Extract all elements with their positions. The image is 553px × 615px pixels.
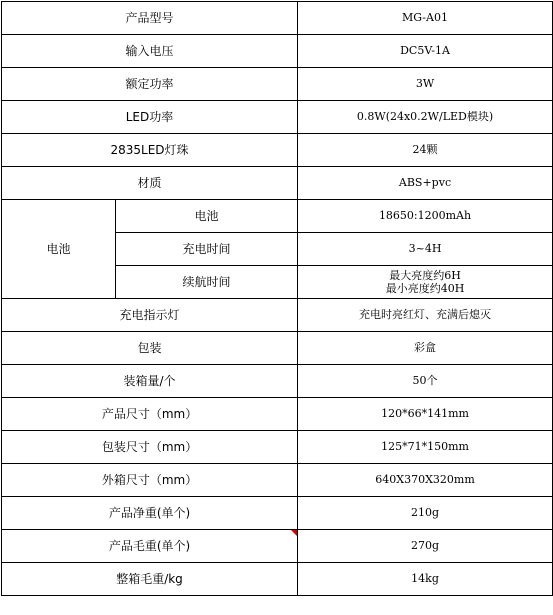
table-row [2,2,553,35]
row-label: 装箱量/个 [2,365,298,398]
table-row [2,332,553,365]
row-label: 2835LED灯珠 [2,134,298,167]
row-value: 18650:1200mAh [298,200,553,233]
row-value [298,266,553,299]
table-row [2,200,553,233]
row-label: 包装 [2,332,298,365]
battery-group-label: 电池 [2,200,116,299]
row-label: 外箱尺寸（mm） [2,464,298,497]
row-label: 材质 [2,167,298,200]
table-row [2,563,553,596]
row-value: 50个 [298,365,553,398]
table-row [2,431,553,464]
table-row [2,68,553,101]
row-value: 充电时亮红灯、充满后熄灭 [298,299,553,332]
table-row [2,134,553,167]
row-label-text: 产品毛重(单个) [108,539,191,553]
row-label: 额定功率 [2,68,298,101]
row-label: 包装尺寸（mm） [2,431,298,464]
row-label [2,530,298,563]
row-value: 120*66*141mm [298,398,553,431]
row-label: 产品净重(单个) [2,497,298,530]
row-value: 640X370X320mm [298,464,553,497]
value-line: 最小亮度约40H [385,282,465,295]
row-value: 3W [298,68,553,101]
row-value: 0.8W(24x0.2W/LED模块) [298,101,553,134]
spec-table [1,1,553,596]
comment-indicator-icon [291,530,297,536]
table-row [2,365,553,398]
row-value: 270g [298,530,553,563]
row-label: 产品型号 [2,2,298,35]
table-row [2,167,553,200]
row-label: 电池 [116,200,298,233]
row-label: 输入电压 [2,35,298,68]
table-row [2,497,553,530]
row-value: ABS+pvc [298,167,553,200]
row-label: 产品尺寸（mm） [2,398,298,431]
value-line: 最大亮度约6H [389,269,461,282]
table-row [2,398,553,431]
row-value: 14kg [298,563,553,596]
table-row [2,101,553,134]
row-label: 整箱毛重/kg [2,563,298,596]
table-row [2,35,553,68]
row-label: 续航时间 [116,266,298,299]
row-value: 24颗 [298,134,553,167]
row-label: 充电时间 [116,233,298,266]
table-row [2,299,553,332]
row-value: 3~4H [298,233,553,266]
row-value: 彩盒 [298,332,553,365]
row-value: 125*71*150mm [298,431,553,464]
row-value: DC5V-1A [298,35,553,68]
row-label: 充电指示灯 [2,299,298,332]
row-label: LED功率 [2,101,298,134]
row-value: MG-A01 [298,2,553,35]
row-value: 210g [298,497,553,530]
table-row [2,530,553,563]
table-row [2,464,553,497]
